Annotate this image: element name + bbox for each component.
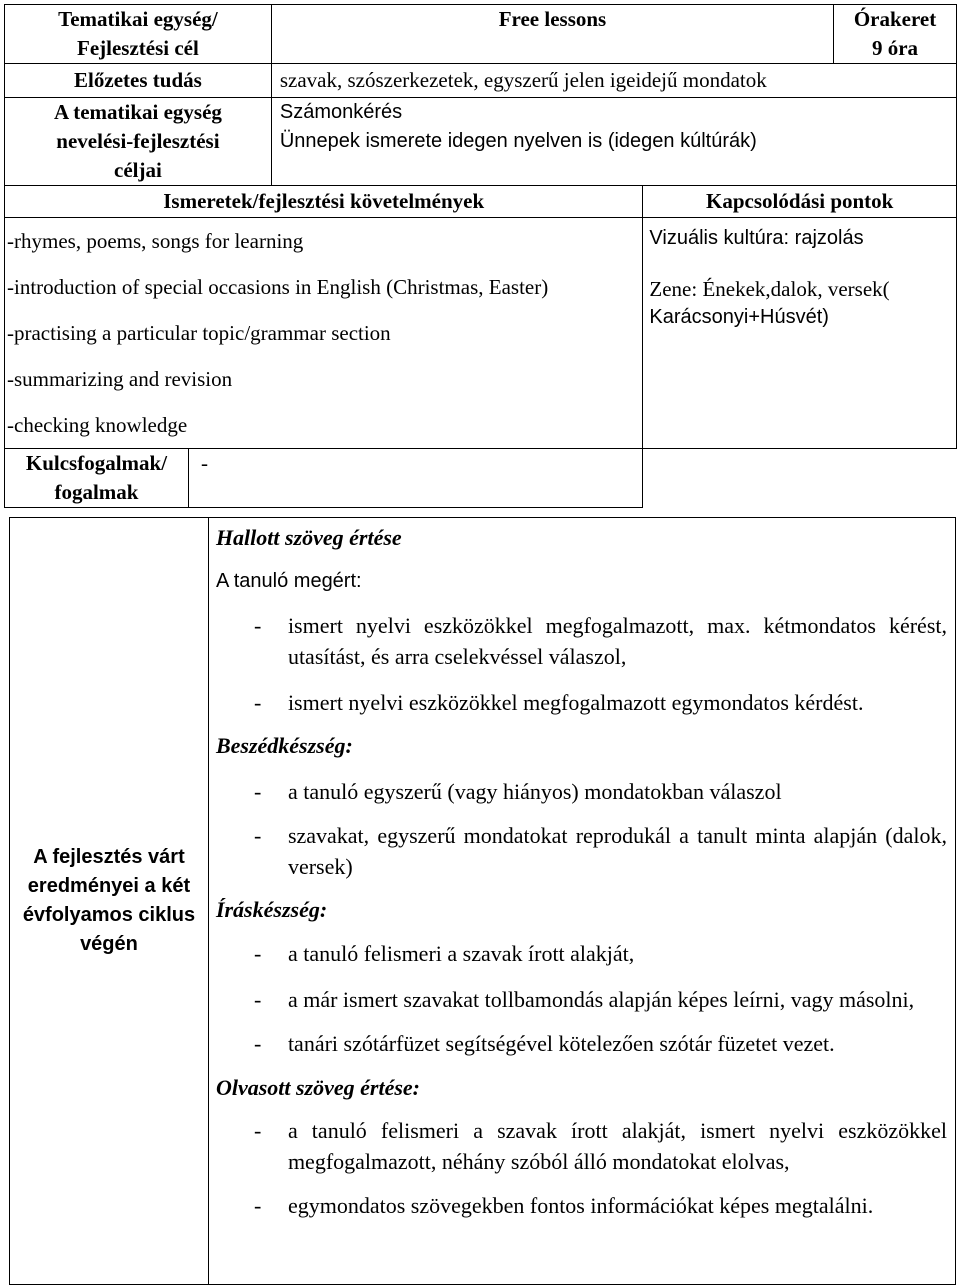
connection-music-1: Zene: Énekek,dalok, versek( [649,277,890,301]
list-item [254,938,947,969]
requirement-item: -introduction of special occasions in English (Christmas, Easter) [7,275,549,299]
writing-item-3: tanári szótárfüzet segítségével kötelezően szótár füzetet vezet. [287,1031,835,1056]
bullet-dash: - [253,1031,262,1056]
outcomes-label-line-4: végén [80,933,138,955]
bullet-dash: - [253,690,262,715]
writing-item-2: a már ismert szavakat tollbamondás alapján képes leírni, vagy másolni, [287,987,915,1012]
requirements-header: Ismeretek/fejlesztési követelmények [163,189,485,213]
goals-label-line-2: nevelési-fejlesztési [56,129,220,153]
prior-knowledge-value: szavak, szószerkezetek, egyszerű jelen igeidejű mondatok [279,68,767,92]
requirement-item: -practising a particular topic/grammar section [7,321,391,345]
requirement-item: -checking knowledge [7,413,188,437]
outcomes-label-cell [10,518,209,1285]
connections-header-cell [643,186,957,218]
outcomes-label-line-1: A fejlesztés várt [33,846,185,868]
listening-heading: Hallott szöveg értése [215,525,402,550]
list-item [254,610,947,672]
topic-value-cell [271,5,833,64]
list-item [254,687,947,718]
list-item [254,1028,947,1059]
topic-label-line-2: Fejlesztési cél [77,36,199,60]
reading-item-1: a tanuló felismeri a szavak írott alakját, ismert nyelvi eszközökkel megfogalmazott, néhány szóból álló mondatokat elolvas, [287,1118,947,1174]
reading-item-2: egymondatos szövegekben fontos információkat képes megtalálni. [287,1193,874,1218]
key-concepts-label-line-1: Kulcsfogalmak/ [25,451,168,475]
list-item [254,1115,947,1177]
requirements-header-cell [5,186,643,218]
requirement-item: -summarizing and revision [7,367,233,391]
goals-label-line-1: A tematikai egység [53,100,222,124]
outcomes-label-line-3: évfolyamos ciklus [22,904,196,926]
hours-value: 9 óra [871,36,919,60]
hours-label: Órakeret [853,7,937,31]
bullet-dash: - [253,779,262,804]
outcomes-label-line-2: eredményei a két [27,875,191,897]
listening-item-2: ismert nyelvi eszközökkel megfogalmazott egymondatos kérdést. [287,690,864,715]
key-concepts-value: - [200,451,208,475]
requirement-item: -rhymes, poems, songs for learning [7,229,304,253]
topic-label-line-1: Tematikai egység/ [58,7,218,31]
goals-label-cell [5,98,272,186]
bullet-dash: - [253,823,262,848]
listening-intro: A tanuló megért: [215,570,362,592]
goals-line-2: Ünnepek ismerete idegen nyelven is (idegen kúltúrák) [279,130,757,152]
topic-label-cell [5,5,272,64]
writing-heading: Íráskészség: [215,897,328,922]
speaking-item-2: szavakat, egyszerű mondatokat reprodukál a tanult minta alapján (dalok, versek) [287,823,947,879]
goals-value-cell [271,98,956,186]
requirements-list-cell [5,218,643,449]
outcomes-content-cell [208,518,955,1285]
speaking-item-1: a tanuló egyszerű (vagy hiányos) mondatokban válaszol [287,779,782,804]
prior-knowledge-label-cell [5,64,272,98]
hours-cell [834,5,957,64]
bullet-dash: - [253,1193,262,1218]
outcomes-table [9,517,956,1285]
speaking-heading: Beszédkészség: [215,733,353,758]
bullet-dash: - [253,1118,262,1143]
list-item [254,984,947,1015]
list-item [254,820,947,882]
reading-heading: Olvasott szöveg értése: [215,1075,420,1100]
connection-visual: Vizuális kultúra: rajzolás [649,227,864,249]
topic-value: Free lessons [498,7,607,31]
list-item [254,776,947,807]
goals-line-1: Számonkérés [279,101,403,123]
writing-item-1: a tanuló felismeri a szavak írott alakját, [287,941,635,966]
key-concepts-label-line-2: fogalmak [54,480,139,504]
bullet-dash: - [253,941,262,966]
connections-cell [643,218,957,449]
key-concepts-label-cell [5,449,189,508]
bullet-dash: - [253,613,262,638]
bullet-dash: - [253,987,262,1012]
topic-table [4,4,957,508]
prior-knowledge-value-cell [271,64,956,98]
prior-knowledge-label: Előzetes tudás [74,68,202,92]
goals-label-line-3: céljai [114,158,162,182]
list-item [254,1190,947,1221]
connections-header: Kapcsolódási pontok [706,189,894,213]
listening-item-1: ismert nyelvi eszközökkel megfogalmazott, max. kétmondatos kérést, utasítást, és arra cselekvéssel válaszol, [287,613,947,669]
key-concepts-value-cell [188,449,642,508]
connection-music-2: Karácsonyi+Húsvét) [649,306,829,328]
